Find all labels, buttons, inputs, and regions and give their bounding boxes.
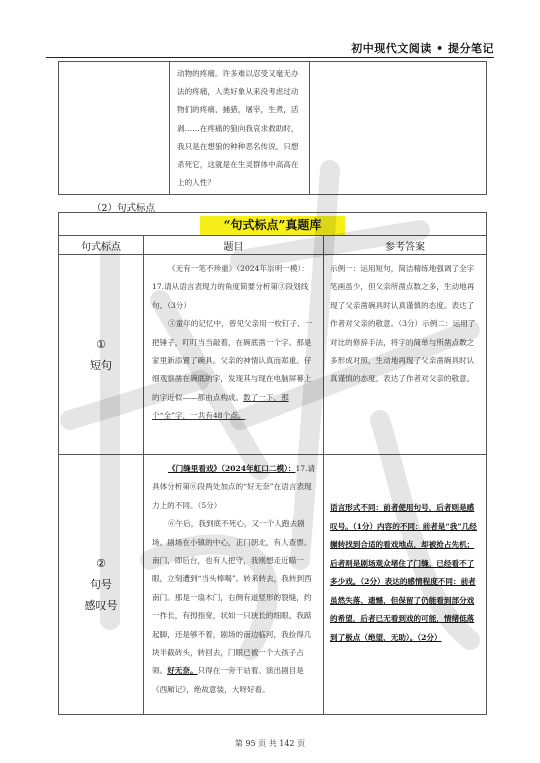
table-banner-cell bbox=[59, 213, 487, 236]
header-rule bbox=[46, 57, 494, 58]
row-type-cell bbox=[59, 255, 144, 455]
answer-cell bbox=[324, 255, 487, 455]
question-underlined: 数了一下，那个“全”字，一共有48个点。 bbox=[152, 392, 289, 421]
row-type: 句号 bbox=[90, 578, 112, 591]
row-number: ② bbox=[96, 557, 106, 570]
question-prompt: 17.请具体分析第⑥段两处加点的“好无奈”在语言表现力上的不同。（5分） bbox=[152, 464, 316, 510]
col-header-answer: 参考答案 bbox=[324, 236, 487, 255]
question-passage: ③童年的记忆中，曾见父亲用一枚钉子、一把锤子，叮叮当当敲着，在碗底凿一个字。那是家里新添置了碗具。父亲的神情认真而郑重。仔细观察凿在碗底的字，发现其与现在电脑屏幕上的字近似——都由点构成。 bbox=[152, 319, 313, 402]
question-cell bbox=[144, 455, 324, 715]
section-label: （2）句式标点 bbox=[92, 203, 156, 214]
question-cell bbox=[144, 255, 324, 455]
table-row bbox=[59, 255, 487, 455]
question-source: 《门缝里看戏》（2024年虹口二模）： bbox=[168, 464, 296, 473]
col-header-question: 题目 bbox=[144, 236, 324, 255]
row-type-cell bbox=[59, 455, 144, 715]
answer-cell bbox=[324, 455, 487, 715]
question-bold: 好无奈。 bbox=[167, 666, 198, 676]
answer-text: 语言形式不同：前者使用句号，后者则是感叹号。（1分）内容的不同：前者是“我”几经辗转找到合适的看戏地点，却被抢占先机；后者则是剧场观众堵住了门缝，已经看不了多少戏。（2分）表达的感情程度不同：前者虽然失落、遗憾，但保留了仍能看到部分戏的希望，后者已无看到戏的可能，情绪低落到了极点（绝望、无助）。（2分） bbox=[330, 503, 477, 642]
table-banner: “句式标点”真题库 bbox=[200, 216, 346, 235]
answer-text: 示例一：运用短句，简洁精练地强调了全字笔画虽少，但父亲所凿点数之多，生动地再现了父亲凿碗具时认真谨慎的态度。表达了作者对父亲的敬意。（3分）示例二：运用了对比的修辞手法，将字的简单与所凿点数之多形成对照，生动地再现了父亲凿碗具时认真谨慎的态度。表达了作者对父亲的敬意。 bbox=[330, 264, 476, 384]
continued-type-cell bbox=[59, 62, 170, 195]
question-text bbox=[144, 455, 323, 701]
question-passage-end: 只得在一旁干站着。演出剧目是《西厢记》，绝故意装，大呀好看。 bbox=[152, 666, 304, 694]
header-title: 初中现代文阅读 • 提分笔记 bbox=[351, 42, 494, 55]
col-header-type: 句式标点 bbox=[59, 236, 144, 255]
page-footer: 第 95 页 共 142 页 bbox=[234, 739, 306, 748]
table-row bbox=[59, 455, 487, 715]
continued-answer-cell bbox=[310, 62, 487, 195]
continued-text: 动物的疼痛。许多难以忍受又毫无办法的疼痛，人类好象从来没考虑过动物们的疼痛，捕猎，屠宰，生煮，活剥……在疼痛的狼向我哀求救助时，我只是在想狼的种种恶名传说，只想杀死它，这就是在生灵群体中高高在上的人性？ bbox=[177, 69, 299, 188]
page-header bbox=[0, 0, 540, 62]
row-type-2: 感叹号 bbox=[84, 599, 118, 612]
row-number: ① bbox=[96, 337, 106, 351]
question-passage: ⑥午后，我到底不死心，又一个人跑去剧场。剧场在小镇的中心，正门朝北，有人查票。南门，即后台，也有人把守，我刚想走近瞄一眼，立刻遭到“当头棒喝”。转来转去，我转到西南门。那是一扇木门，右侧有道竖形的裂缝，约一拃长，有拇指宽，状如一只狭长的细眼。我踮起脚，还是够不着，剧场的南边临河，我捡得几块半截砖头，转回去，门眼已被一个大孩子占领。 bbox=[152, 519, 312, 676]
continued-table bbox=[58, 61, 487, 195]
question-text bbox=[144, 255, 323, 428]
continued-text-cell bbox=[170, 62, 310, 195]
question-source: 《无有一笔不珍重》（2024年崇明一模）：17.请从语言表现力的角度简要分析第③段划线句。（3分） bbox=[152, 264, 309, 310]
row-type: 短句 bbox=[90, 358, 112, 372]
question-bank-table bbox=[58, 212, 487, 715]
